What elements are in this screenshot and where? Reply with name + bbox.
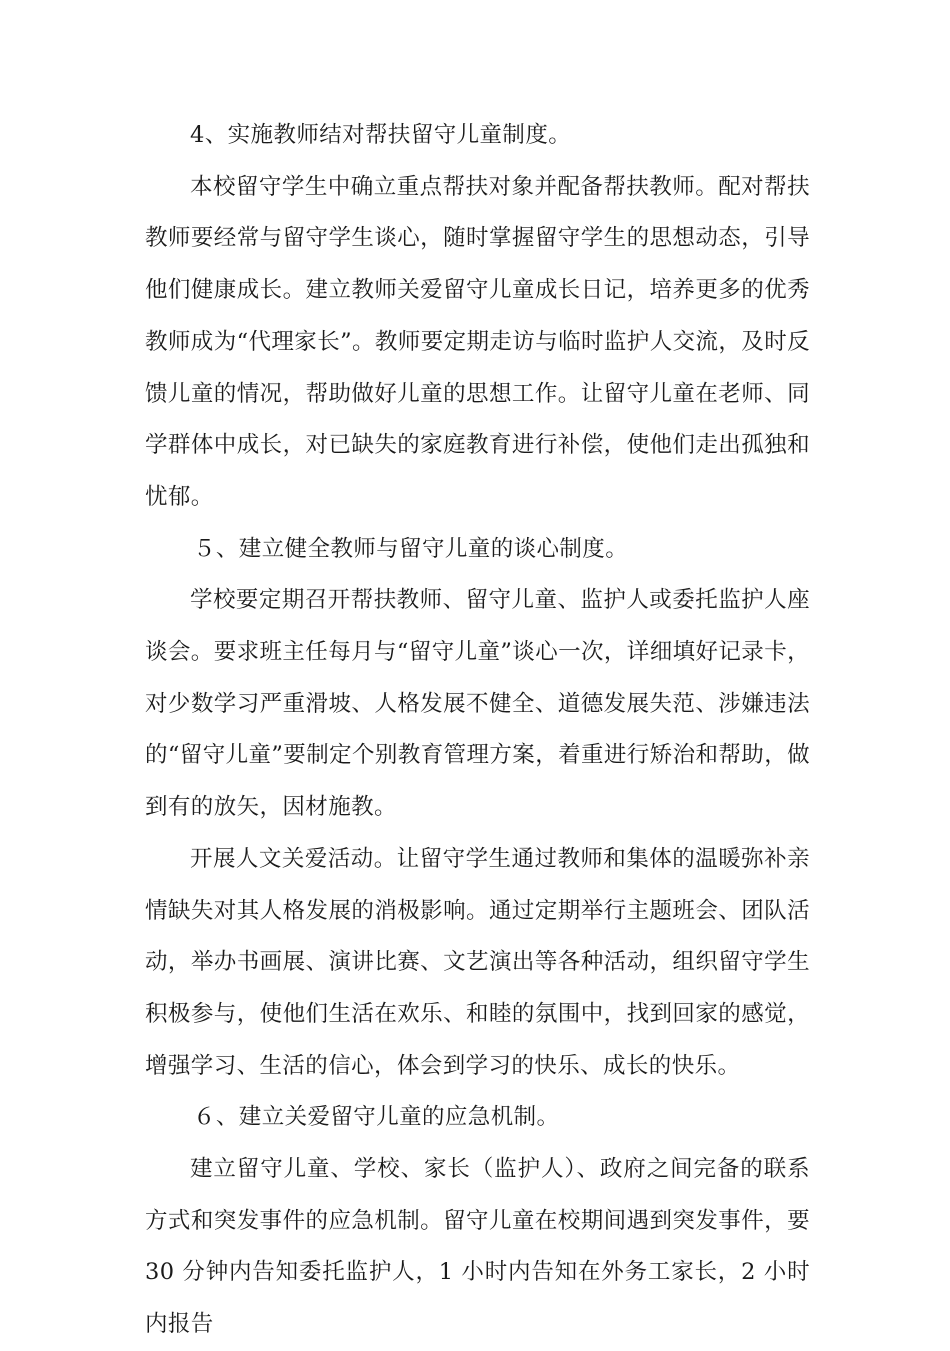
- section-heading-6: ６、建立关爱留守儿童的应急机制。: [193, 1104, 560, 1131]
- body-paragraph-talk-system: 学校要定期召开帮扶教师、留守儿童、监护人或委托监护人座谈会。要求班主任每月与“留守儿童”谈心一次，详细填好记录卡，对少数学习严重滑坡、人格发展不健全、道德发展失范、涉嫌违法的“留守儿童”要制定个别教育管理方案，着重进行矫治和帮助，做到有的放矢，因材施教。: [145, 587, 811, 821]
- body-paragraph-teacher-pairing: 本校留守学生中确立重点帮扶对象并配备帮扶教师。配对帮扶教师要经常与留守学生谈心，随时掌握留守学生的思想动态，引导他们健康成长。建立教师关爱留守儿童成长日记，培养更多的优秀教师成为“代理家长”。教师要定期走访与临时监护人交流，及时反馈儿童的情况，帮助做好儿童的思想工作。让留守儿童在老师、同学群体中成长，对已缺失的家庭教育进行补偿，使他们走出孤独和忧郁。: [145, 173, 811, 510]
- body-paragraph-emergency-mechanism: 建立留守儿童、学校、家长（监护人）、政府之间完备的联系方式和突发事件的应急机制。留守儿童在校期间遇到突发事件，要 30 分钟内告知委托监护人，1 小时内告知在外务工家长，2 小时内报告: [145, 1156, 810, 1338]
- document-body: [145, 110, 810, 1351]
- section-heading-5: ５、建立健全教师与留守儿童的谈心制度。: [193, 535, 629, 562]
- section-heading-4: 4、实施教师结对帮扶留守儿童制度。: [190, 122, 572, 148]
- body-paragraph-humanistic-activities: 开展人文关爱活动。让留守学生通过教师和集体的温暖弥补亲情缺失对其人格发展的消极影响。通过定期举行主题班会、团队活动，举办书画展、演讲比赛、文艺演出等各种活动，组织留守学生积极参与，使他们生活在欢乐、和睦的氛围中，找到回家的感觉，增强学习、生活的信心，体会到学习的快乐、成长的快乐。: [145, 845, 810, 1079]
